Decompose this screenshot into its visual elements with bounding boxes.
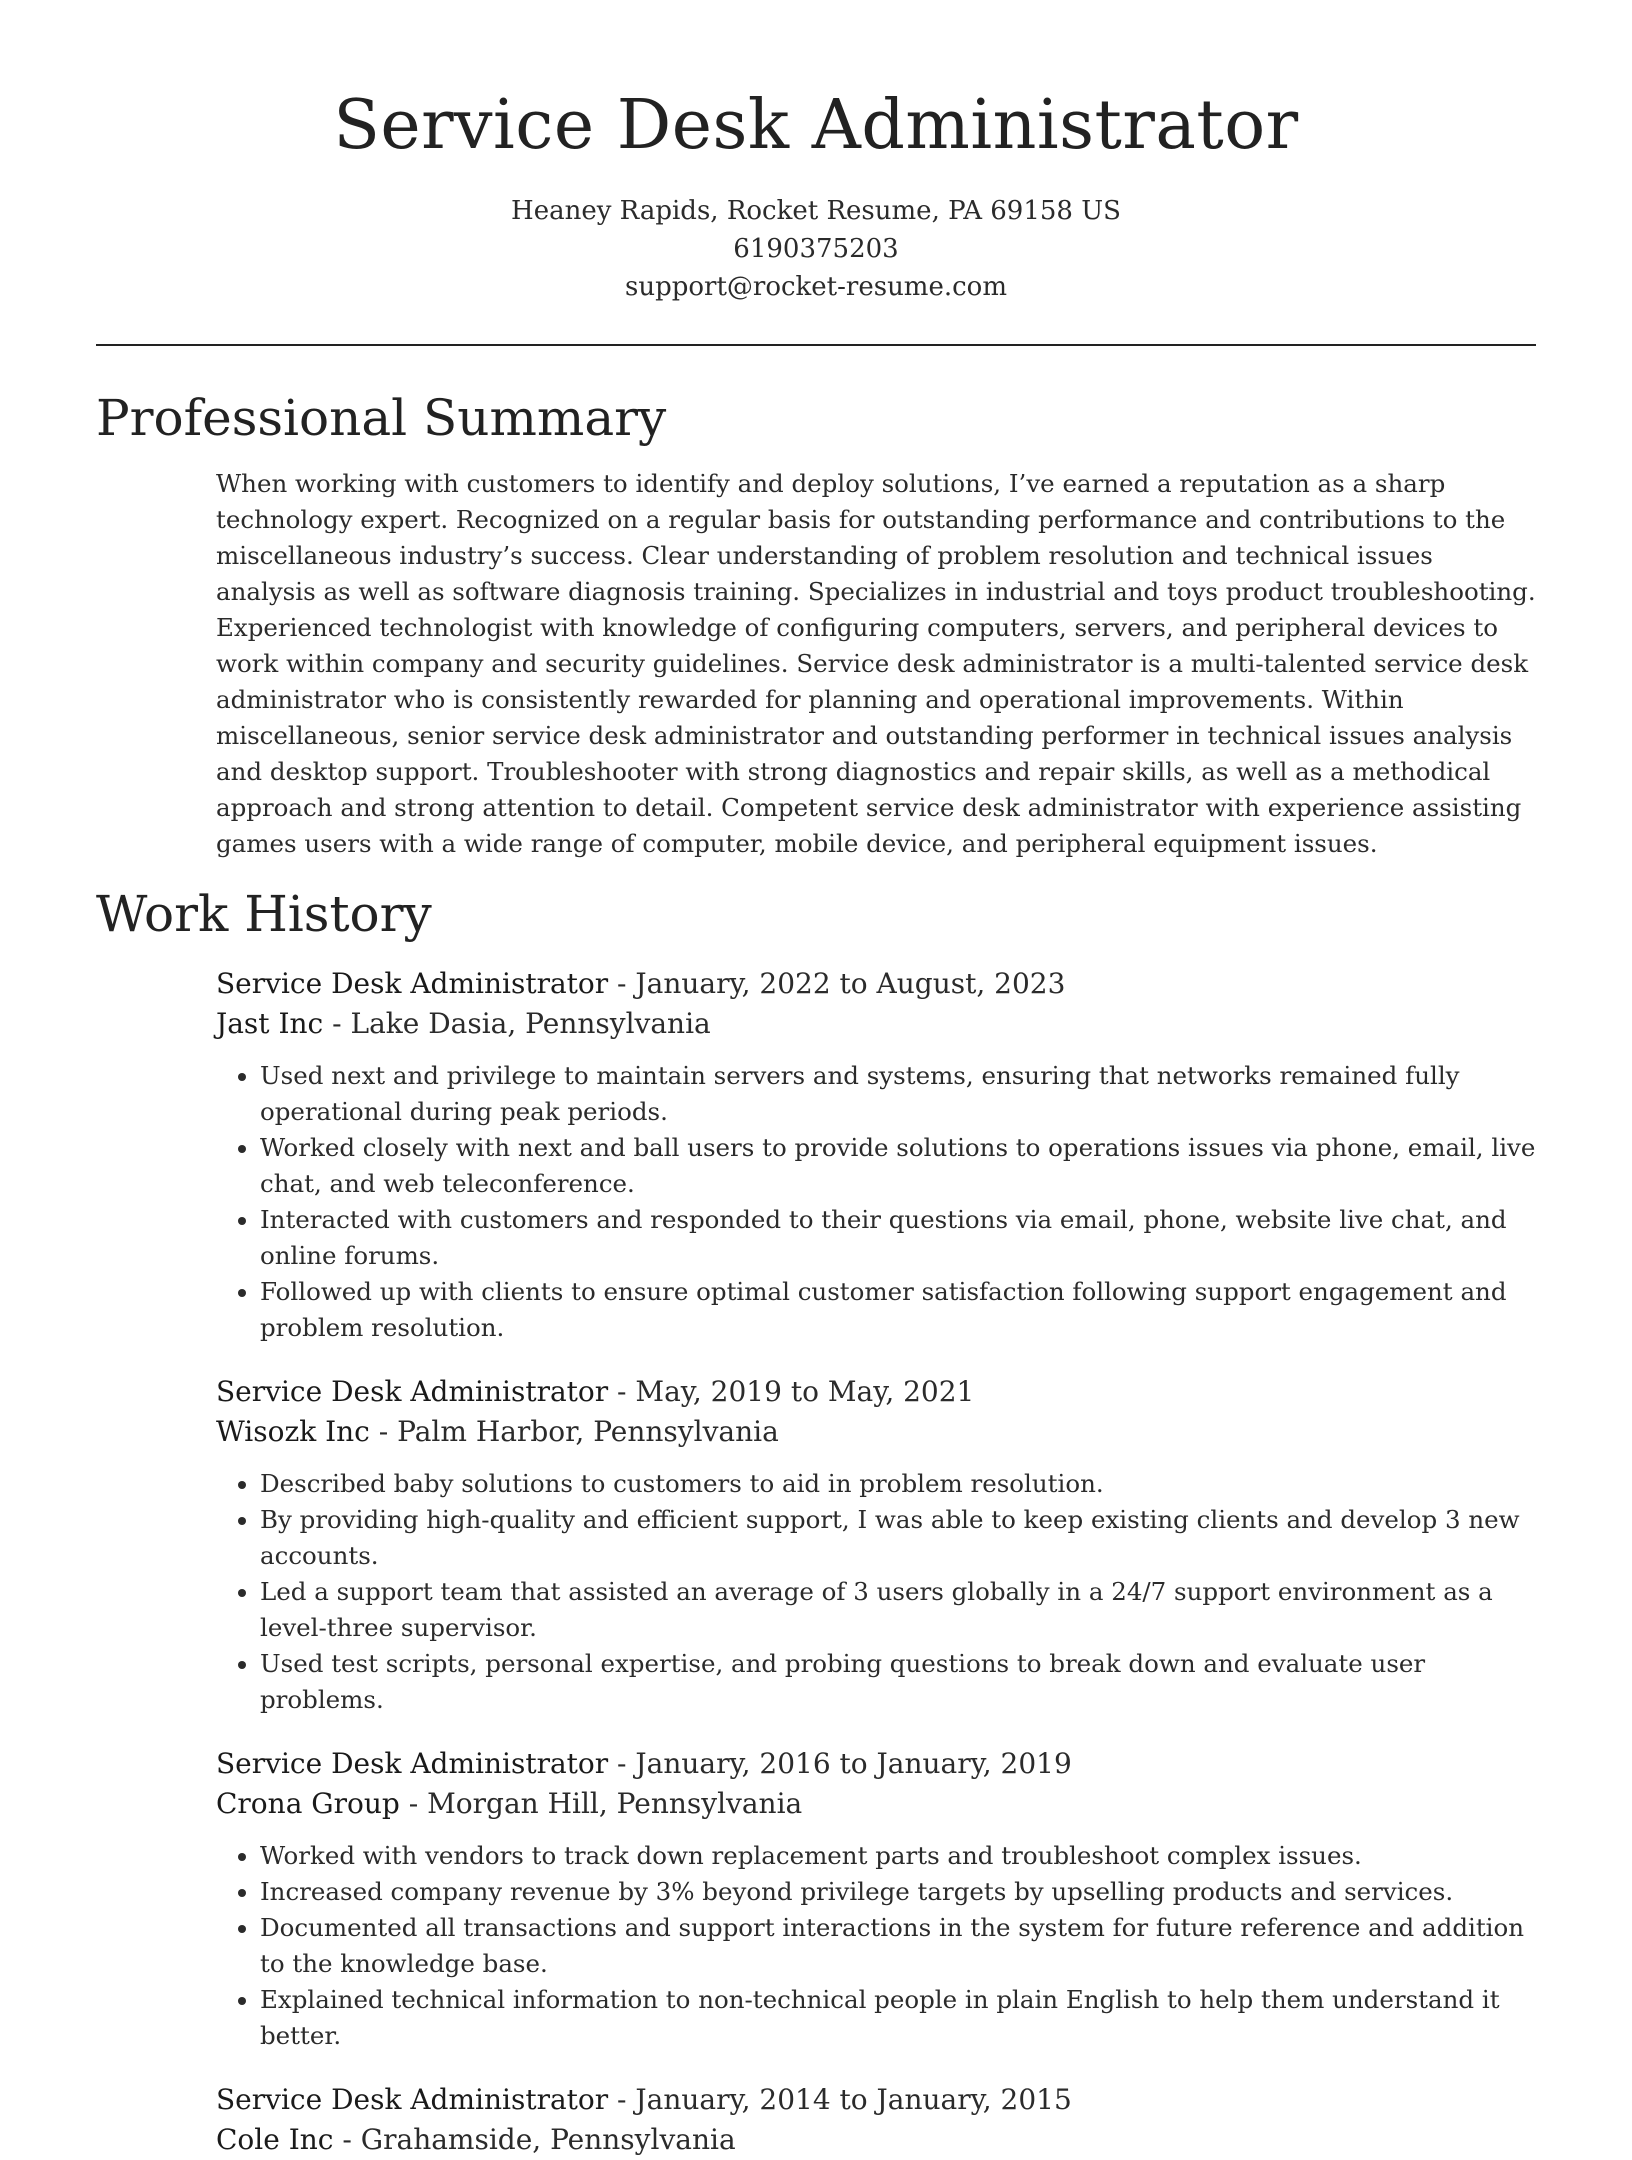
job-company: Crona Group bbox=[216, 1787, 400, 1820]
job-title-line bbox=[216, 2080, 1536, 2120]
job-bullet: • Worked with vendors to track down replacement parts and troubleshoot complex issues. bbox=[260, 1838, 1536, 1874]
job-location: - Lake Dasia, Pennsylvania bbox=[323, 1007, 711, 1040]
job-bullets bbox=[216, 1058, 1536, 1346]
job-entry-3 bbox=[216, 1744, 1536, 2054]
contact-info bbox=[96, 192, 1536, 306]
job-bullet: • Explained technical information to non-technical people in plain English to help them understand it better. bbox=[260, 1982, 1536, 2054]
job-company-line bbox=[216, 1784, 1536, 1824]
job-company-line bbox=[216, 1412, 1536, 1452]
job-bullet: • Led a support team that assisted an average of 3 users globally in a 24/7 support environment as a level-three supervisor. bbox=[260, 1574, 1536, 1646]
contact-email: support@rocket-resume.com bbox=[624, 272, 1007, 302]
job-bullet: • By providing high-quality and efficient support, I was able to keep existing clients and develop 3 new accounts. bbox=[260, 1502, 1536, 1574]
job-dates: - May, 2019 to May, 2021 bbox=[608, 1375, 975, 1408]
candidate-name: Service Desk Administrator bbox=[333, 86, 1299, 165]
job-bullet: • Increased company revenue by 3% beyond privilege targets by upselling products and services. bbox=[260, 1874, 1536, 1910]
job-entry-1 bbox=[216, 964, 1536, 1346]
section-title-work-history: Work History bbox=[96, 885, 432, 943]
job-bullet: • Interacted with customers and responded to their questions via email, phone, website live chat, and online forums. bbox=[260, 1202, 1536, 1274]
job-location: - Palm Harbor, Pennsylvania bbox=[369, 1415, 779, 1448]
job-entry-2 bbox=[216, 1372, 1536, 1718]
job-dates: - January, 2014 to January, 2015 bbox=[608, 2083, 1072, 2116]
job-bullets bbox=[216, 1466, 1536, 1718]
section-title-summary: Professional Summary bbox=[96, 389, 667, 447]
job-company: Wisozk Inc bbox=[216, 1415, 370, 1448]
job-bullets bbox=[216, 1838, 1536, 2054]
job-bullet: • Used next and privilege to maintain servers and systems, ensuring that networks remained fully operational during peak periods. bbox=[260, 1058, 1536, 1130]
job-title-line bbox=[216, 1744, 1536, 1784]
job-role: Service Desk Administrator bbox=[216, 2083, 609, 2116]
job-company: Jast Inc bbox=[216, 1007, 324, 1040]
job-company: Cole Inc bbox=[216, 2123, 334, 2156]
job-role: Service Desk Administrator bbox=[216, 1375, 609, 1408]
job-title-line bbox=[216, 964, 1536, 1004]
job-company-line bbox=[216, 1004, 1536, 1044]
resume-header bbox=[96, 0, 1536, 306]
job-bullet: • Worked closely with next and ball users to provide solutions to operations issues via phone, email, live chat, and web teleconference. bbox=[260, 1130, 1536, 1202]
job-company-line bbox=[216, 2120, 1536, 2160]
job-role: Service Desk Administrator bbox=[216, 1747, 609, 1780]
work-history-section bbox=[96, 964, 1536, 2160]
job-bullet: • Used test scripts, personal expertise, and probing questions to break down and evaluate user problems. bbox=[260, 1646, 1536, 1718]
job-entry-4 bbox=[216, 2080, 1536, 2160]
job-bullet: • Described baby solutions to customers to aid in problem resolution. bbox=[260, 1466, 1536, 1502]
job-dates: - January, 2016 to January, 2019 bbox=[608, 1747, 1072, 1780]
job-location: - Morgan Hill, Pennsylvania bbox=[399, 1787, 803, 1820]
header-divider bbox=[96, 344, 1536, 346]
contact-phone: 6190375203 bbox=[733, 234, 899, 264]
job-bullet: • Documented all transactions and support interactions in the system for future reference and addition to the knowledge base. bbox=[260, 1910, 1536, 1982]
job-role: Service Desk Administrator bbox=[216, 967, 609, 1000]
summary-section bbox=[96, 466, 1536, 862]
job-title-line bbox=[216, 1372, 1536, 1412]
job-bullet: • Followed up with clients to ensure optimal customer satisfaction following support engagement and problem resolution. bbox=[260, 1274, 1536, 1346]
contact-address: Heaney Rapids, Rocket Resume, PA 69158 US bbox=[511, 196, 1121, 226]
job-dates: - January, 2022 to August, 2023 bbox=[608, 967, 1066, 1000]
summary-text: When working with customers to identify and deploy solutions, I’ve earned a reputation as a sharp technology expert. Recognized on a regular basis for outstanding performance and contributions to the miscellaneous industry’s success. Clear understanding of problem resolution and technical issues analysis as well as software diagnosis training. Specializes in industrial and toys product troubleshooting. Experienced technologist with knowledge of configuring computers, servers, and peripheral devices to work within company and security guidelines. Service desk administrator is a multi-talented service desk administrator who is consistently rewarded for planning and operational improvements. Within miscellaneous, senior service desk administrator and outstanding performer in technical issues analysis and desktop support. Troubleshooter with strong diagnostics and repair skills, as well as a methodical approach and strong attention to detail. Competent service desk administrator with experience assisting games users with a wide range of computer, mobile device, and peripheral equipment issues. bbox=[216, 469, 1536, 858]
job-location: - Grahamside, Pennsylvania bbox=[333, 2123, 736, 2156]
